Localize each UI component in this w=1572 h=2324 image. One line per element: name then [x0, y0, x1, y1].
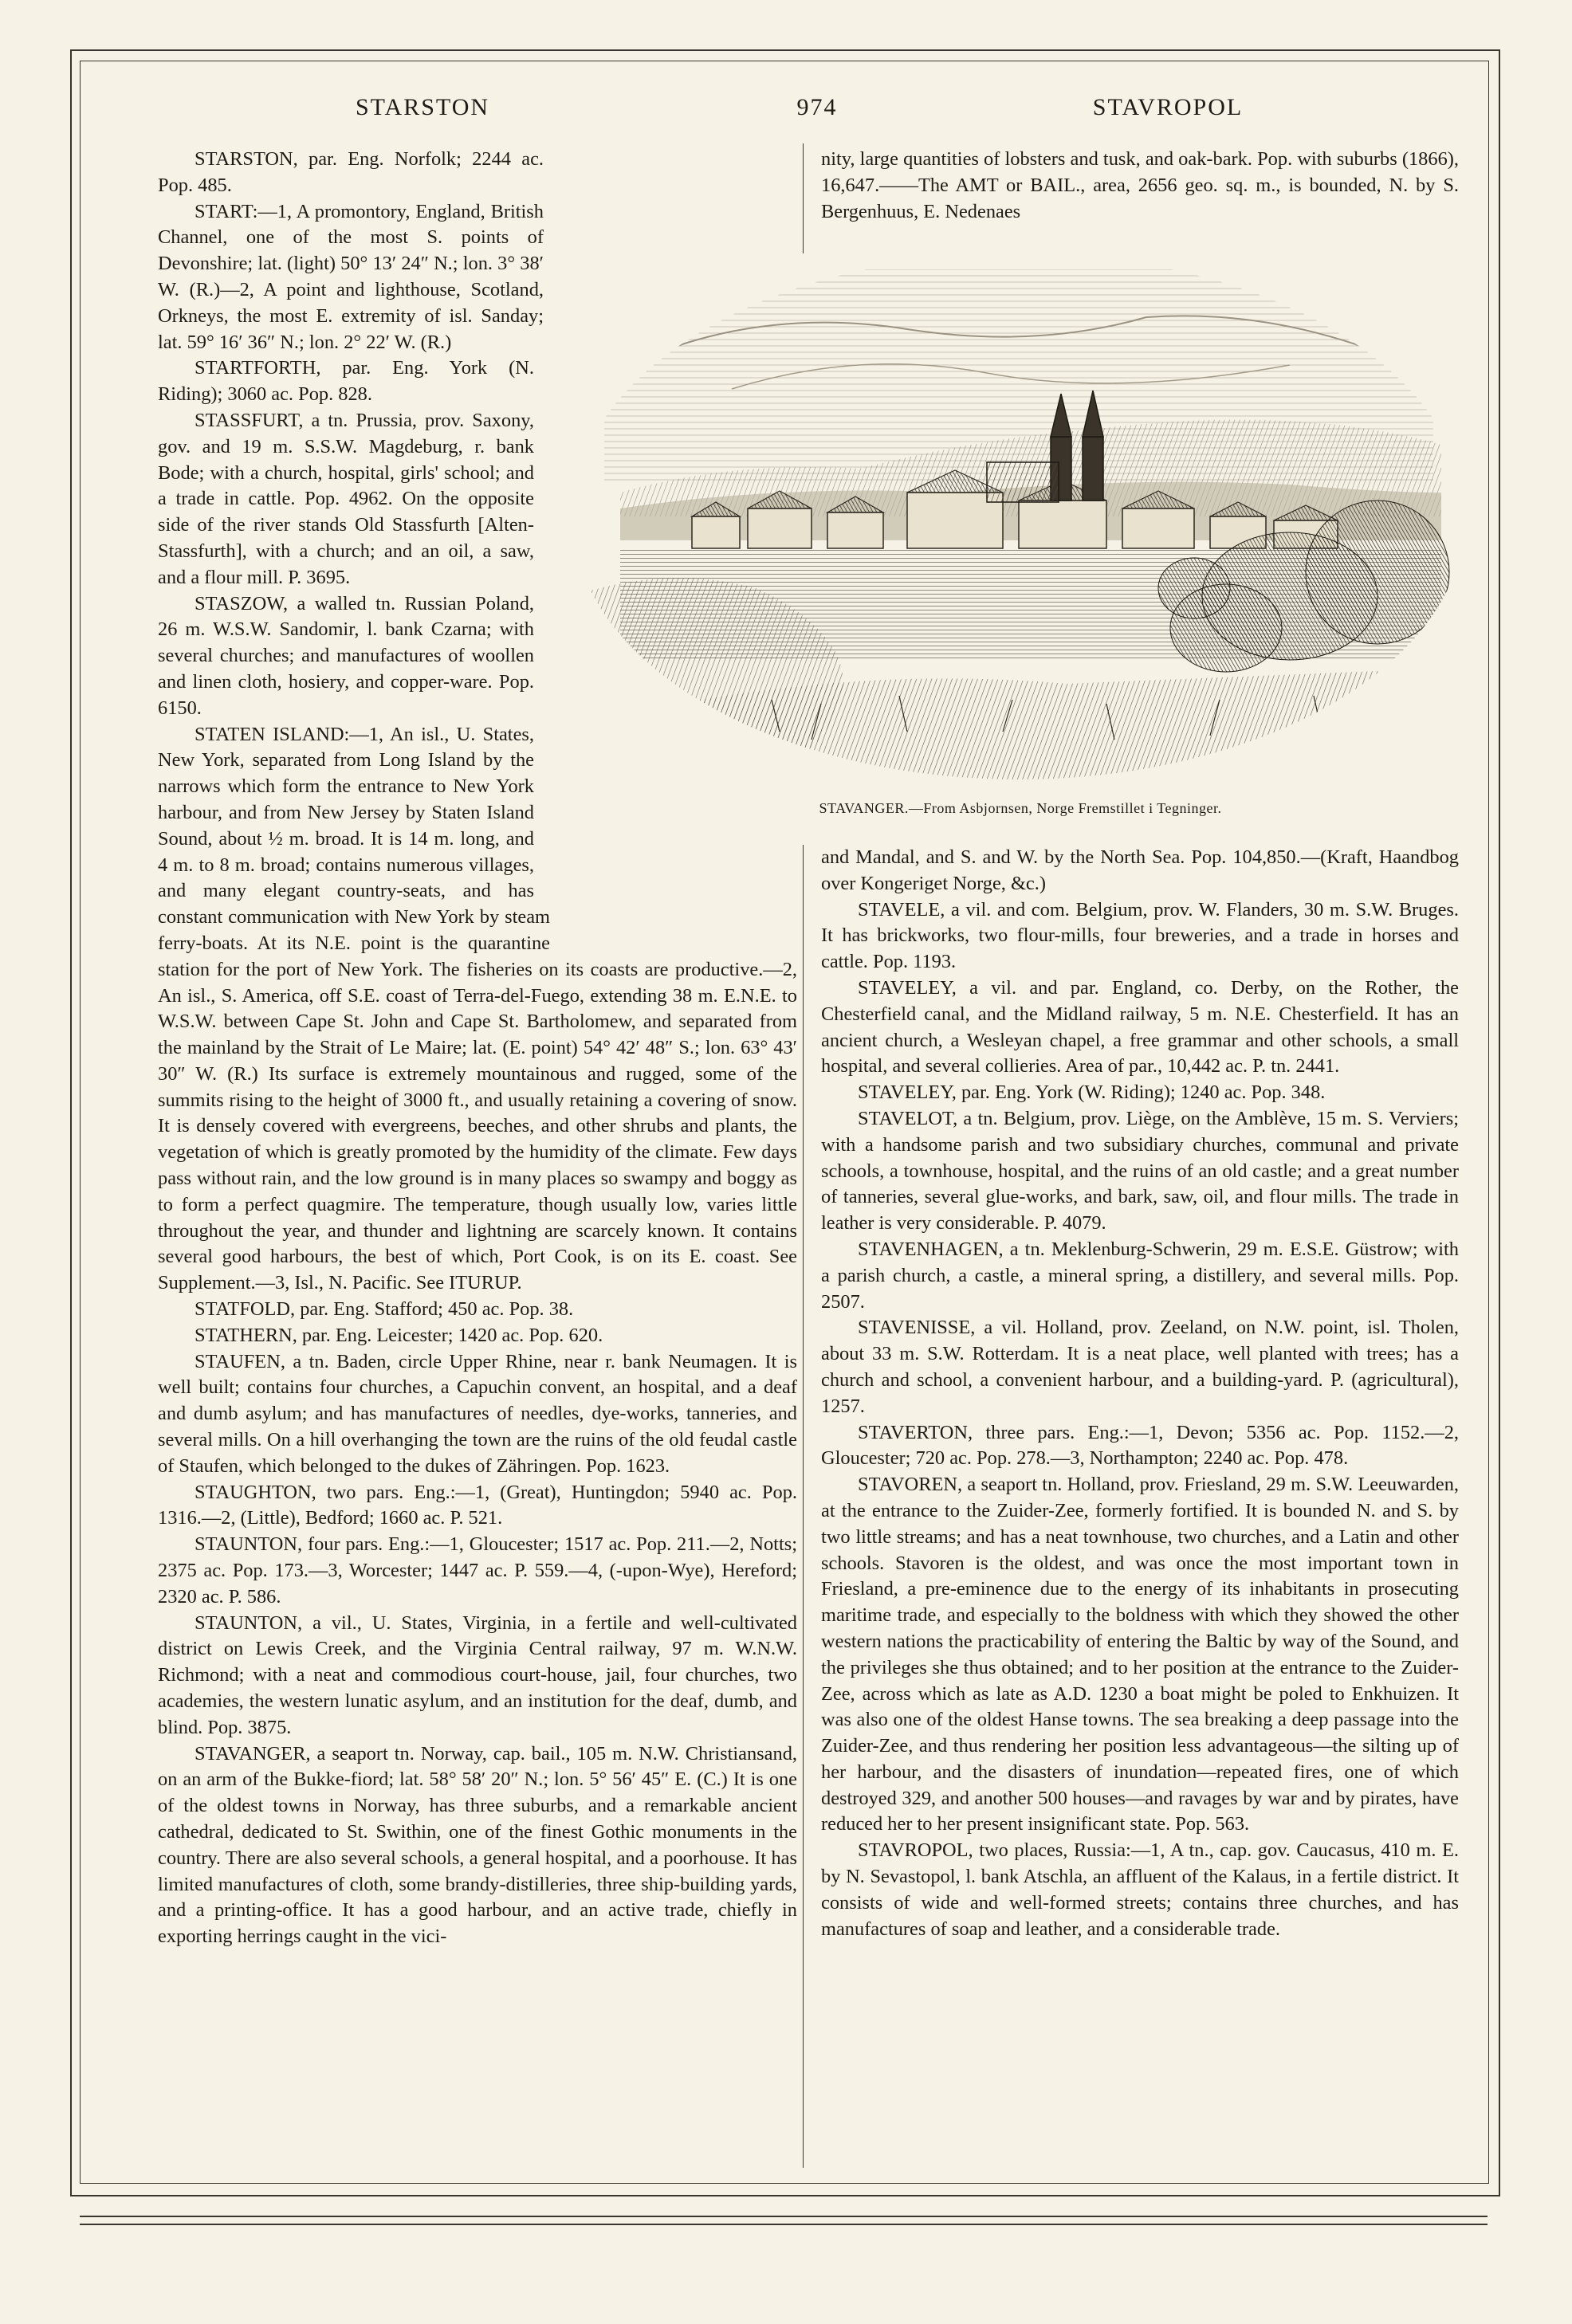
entry-staveley-york: STAVELEY, par. Eng. York (W. Riding); 1240 ac. Pop. 348.	[858, 1082, 1326, 1104]
entry-starston: STARSTON, par. Eng. Norfolk; 2244 ac. Pop. 485.	[158, 148, 544, 196]
column-rule-bottom	[803, 845, 804, 2168]
entry-stavelot: STAVELOT, a tn. Belgium, prov. Liège, on the Amblève, 15 m. S. Verviers; with a handsome parish and two subsidiary churches, communal and private schools, a townhouse, hospital, and the ruins of an old castle; and a great number of tanneries, several glue-works, and bark, saw, oil, and flour mills. The trade in leather is very considerable. P. 4079.	[821, 1107, 1459, 1235]
right-column	[821, 845, 1459, 1942]
entry-stavoren: STAVOREN, a seaport tn. Holland, prov. Friesland, 29 m. S.W. Leeuwarden, at the entrance to the Zuider-Zee, formerly fortified. It is bounded N. and S. by two little streams; and has a neat townhouse, two churches, and a Latin and other schools. Stavoren is the oldest, and was once the most important town in Friesland, a pre-eminence due to the energy of its inhabitants in prosecuting maritime trade, and especially to the boldness with which they showed the other western nations the practicability of entering the Baltic by way of the Sound, and the privileges she thus obtained; and to her position at the entrance to the Zuider-Zee, across which as late as A.D. 1230 a boat might be poled to Enkhuizen. It was also one of the oldest Hanse towns. The sea breaking a deep passage into the Zuider-Zee, and thus rendering her position less advantageous—the silting up of her harbour, and the disasters of inundation—repeated fires, one of which destroyed 329, and another 500 houses—and ravages by war and by pirates, have reduced her to her present insignificant state. Pop. 563.	[821, 1474, 1459, 1835]
entry-stavenisse: STAVENISSE, a vil. Holland, prov. Zeeland, on N.W. point, isl. Tholen, about 33 m. S.W. Rotterdam. It is a neat place, well planted with trees; has a church and school, a convenient harbour, and a building-yard. P. (agricultural), 1257.	[821, 1317, 1459, 1417]
bottom-rule	[80, 2216, 1488, 2217]
running-head-right: STAVROPOL	[1092, 94, 1244, 120]
entry-staunton-vil: STAUNTON, a vil., U. States, Virginia, in a fertile and well-cultivated district on Lewis Creek, and the Virginia Central railway, 97 m. W.N.W. Richmond; with a neat and commodious court-house, jail, four churches, two academies, the western lunatic asylum, and an institution for the deaf, dumb, and blind. Pop. 3875.	[158, 1611, 797, 1738]
entry-stavanger-amt-continued: and Mandal, and S. and W. by the North Sea. Pop. 104,850.—(Kraft, Haandbog over Kongeriget Norge, &c.)	[821, 846, 1459, 894]
stavanger-illustration	[572, 253, 1459, 803]
entry-stathern: STATHERN, par. Eng. Leicester; 1420 ac. Pop. 620.	[195, 1324, 603, 1346]
running-head-left: STARSTON	[355, 94, 490, 120]
entry-stavanger-continued: nity, large quantities of lobsters and tusk, and oak-bark. Pop. with suburbs (1866), 16,647.——The AMT or BAIL., area, 2656 geo. sq. m., is bounded, N. by S. Bergenhuus, E. Nedenaes	[821, 148, 1459, 222]
entry-staufen: STAUFEN, a tn. Baden, circle Upper Rhine, near r. bank Neumagen. It is well built; contains four churches, a Capuchin convent, an hospital, and a deaf and dumb asylum; and has manufactures of needles, dye-works, tanneries, and several mills. On a hill overhanging the town are the ruins of the old feudal castle of Staufen, which belonged to the dukes of Zähringen. Pop. 1623.	[158, 1350, 797, 1477]
column-rule-top	[803, 143, 804, 253]
entry-staveley-derby: STAVELEY, a vil. and par. England, co. Derby, on the Rother, the Chesterfield canal, and the Midland railway, 5 m. N.E. Chesterfield. It has an ancient church, a Wesleyan chapel, a free grammar and other schools, a small hospital, and several collieries. Area of par., 10,442 ac. P. tn. 2441.	[821, 976, 1459, 1078]
entry-staszow: STASZOW, a walled tn. Russian Poland, 26 m. W.S.W. Sandomir, l. bank Czarna; with several churches; and manufactures of woollen and linen cloth, hosiery, and copper-ware. Pop. 6150.	[158, 592, 534, 719]
entry-start: START:—1, A promontory, England, British Channel, one of the most S. points of Devonshire; lat. (light) 50° 13′ 24″ N.; lon. 3° 38′ W. (R.)—2, A point and lighthouse, Scotland, Orkneys, the most E. extremity of isl. Sanday; lat. 59° 16′ 36″ N.; lon. 2° 22′ W. (R.)	[158, 200, 544, 353]
entry-staten-island: STATEN ISLAND:—1, An isl., U. States, New York, separated from Long Island by the narrows which form the entrance to New York harbour, and from New Jersey by Staten Island Sound, about ½ m. broad. It is 14 m. long, and 4 m. to 8 m. broad; contains numerous villages, and many elegant country-seats, and has constant communication with New York by steam ferry-boats. At its N.E. point is the quarantine station for the port of New York. The fisheries on its coasts are productive.—2, An isl., S. America, off S.E. coast of Terra-del-Fuego, extending 38 m. E.N.E. to W.S.W. between Cape St. John and Cape St. Bartholomew, and separated from the mainland by the Strait of Le Maire; lat. (E. point) 54° 42′ 48″ S.; lon. 63° 43′ 30″ W. (R.) Its surface is extremely mountainous and rugged, some of the summits rising to the height of 3000 ft., and usually retaining a covering of snow. It is densely covered with evergreens, beeches, and other shrubs and plants, the vegetation of which is greatly promoted by the humidity of the climate. Few days pass without rain, and the low ground is in many places so swampy and boggy as to form a perfect quagmire. The temperature, though usually low, varies little throughout the year, and thunder and lightning are scarcely known. It contains several good harbours, the best of which, Port Cook, is on its E. coast. See Supplement.—3, Isl., N. Pacific. See ITURUP.	[158, 723, 797, 1294]
entry-staverton: STAVERTON, three pars. Eng.:—1, Devon; 5356 ac. Pop. 1152.—2, Gloucester; 720 ac. Pop. 278.—3, Northampton; 2240 ac. Pop. 478.	[821, 1421, 1459, 1470]
running-head	[120, 94, 1455, 126]
bottom-rule-double	[80, 2224, 1488, 2225]
entry-staunton-pars: STAUNTON, four pars. Eng.:—1, Gloucester; 1517 ac. Pop. 211.—2, Notts; 2375 ac. Pop. 173.—3, Worcester; 1447 ac. P. 559.—4, (-upon-Wye), Hereford; 2320 ac. P. 586.	[158, 1533, 797, 1608]
illustration-caption: STAVANGER.—From Asbjornsen, Norge Fremstillet i Tegninger.	[819, 800, 1222, 816]
entry-startforth: STARTFORTH, par. Eng. York (N. Riding); 3060 ac. Pop. 828.	[158, 357, 534, 406]
entry-stavropol: STAVROPOL, two places, Russia:—1, A tn., cap. gov. Caucasus, 410 m. E. by N. Sevastopol, l. bank Atschla, an affluent of the Kalaus, in a fertile district. It consists of wide and well-formed streets; contains three churches, and has manufactures of soap and leather, and a considerable trade.	[821, 1839, 1459, 1940]
entry-stavenhagen: STAVENHAGEN, a tn. Meklenburg-Schwerin, 29 m. E.S.E. Güstrow; with a parish church, a castle, a mineral spring, a distillery, and several mills. Pop. 2507.	[821, 1238, 1459, 1313]
entry-stassfurt: STASSFURT, a tn. Prussia, prov. Saxony, gov. and 19 m. S.S.W. Magdeburg, r. bank Bode; with a church, hospital, girls' school; and a trade in cattle. Pop. 4962. On the opposite side of the river stands Old Stassfurth [Alten-Stassfurth], with a church; and an oil, a saw, and a flour mill. P. 3695.	[158, 409, 534, 588]
entry-stavele: STAVELE, a vil. and com. Belgium, prov. W. Flanders, 30 m. S.W. Bruges. It has brickworks, two flour-mills, four breweries, and a trade in horses and cattle. Pop. 1193.	[821, 898, 1459, 973]
entry-stavanger: STAVANGER, a seaport tn. Norway, cap. bail., 105 m. N.W. Christiansand, on an arm of the Bukke-fiord; lat. 58° 58′ 20″ N.; lon. 5° 56′ 45″ E. (C.) It is one of the oldest towns in Norway, has three suburbs, and a remarkable ancient cathedral, dedicated to St. Swithin, one of the finest Gothic monuments in the country. There are also several schools, a general hospital, and a poorhouse. It has limited manufactures of cloth, some brandy-distilleries, three ship-building yards, and a printing-office. It has a good harbour, and an active trade, chiefly in exporting herrings caught in the vici-	[158, 1742, 797, 1948]
right-column-top	[821, 147, 1459, 234]
entry-staughton: STAUGHTON, two pars. Eng.:—1, (Great), Huntingdon; 5940 ac. Pop. 1316.—2, (Little), Bedford; 1660 ac. P. 521.	[158, 1481, 797, 1529]
page-number: 974	[796, 94, 838, 120]
entry-statfold: STATFOLD, par. Eng. Stafford; 450 ac. Pop. 38.	[195, 1298, 574, 1321]
